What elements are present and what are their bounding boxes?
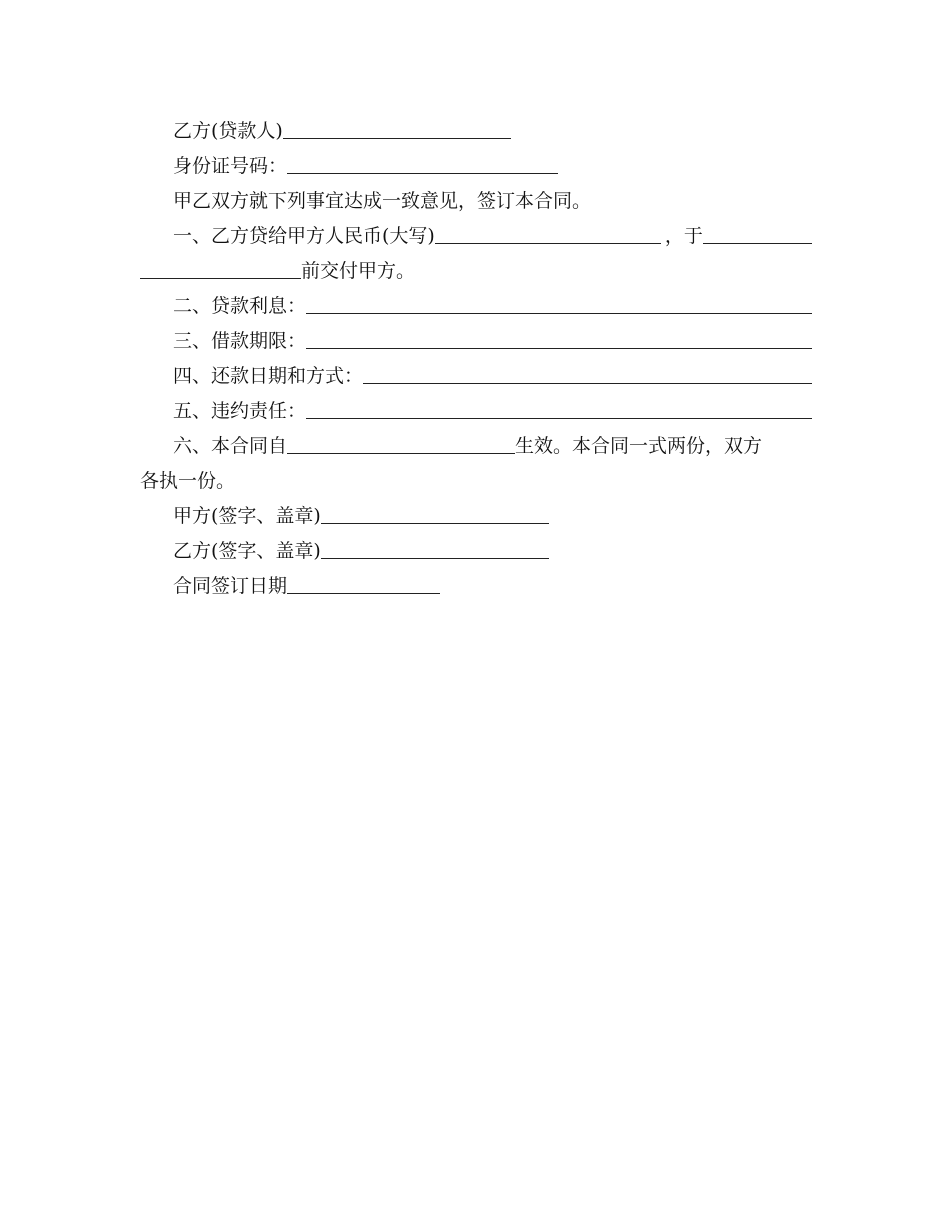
borrower-line <box>140 112 812 147</box>
clause-2-label: 二、贷款利息： <box>173 295 307 317</box>
clause-1-end-text: 前交付甲方。 <box>301 260 416 282</box>
clause-1-line <box>140 217 812 252</box>
repayment-blank[interactable] <box>363 382 812 384</box>
clause-6-effect-text: 生效。本合同一式两份，双方 <box>515 435 763 457</box>
agreement-text: 甲乙双方就下列事宜达成一致意见，签订本合同。 <box>173 190 592 212</box>
loan-amount-blank[interactable] <box>435 242 661 244</box>
clause-3-line <box>140 322 812 357</box>
sign-date-label: 合同签订日期 <box>173 575 288 597</box>
loan-term-blank[interactable] <box>306 347 812 349</box>
sign-date-line <box>140 567 812 602</box>
party-a-sign-blank[interactable] <box>321 522 549 524</box>
delivery-date-blank-a[interactable] <box>703 242 812 244</box>
clause-3-label: 三、借款期限： <box>173 330 307 352</box>
party-b-sign-line <box>140 532 812 567</box>
id-number-label: 身份证号码： <box>173 155 288 177</box>
party-b-sign-label: 乙方(签字、盖章) <box>173 540 321 562</box>
agreement-line <box>140 182 812 217</box>
borrower-blank[interactable] <box>283 137 511 139</box>
clause-6-text: 六、本合同自 <box>173 435 288 457</box>
id-number-blank[interactable] <box>287 172 558 174</box>
party-a-sign-label: 甲方(签字、盖章) <box>173 505 321 527</box>
party-a-sign-line <box>140 497 812 532</box>
clause-4-label: 四、还款日期和方式： <box>173 365 364 387</box>
clause-5-line <box>140 392 812 427</box>
clause-6-line <box>140 427 812 462</box>
liability-blank[interactable] <box>306 417 812 419</box>
clause-5-label: 五、违约责任： <box>173 400 307 422</box>
clause-1-comma-text: ，于 <box>664 225 703 247</box>
clause-6-cont-line <box>140 462 812 497</box>
party-b-sign-blank[interactable] <box>321 557 549 559</box>
clause-1-text: 一、乙方贷给甲方人民币(大写) <box>173 225 435 247</box>
effective-date-blank[interactable] <box>287 452 515 454</box>
clause-2-line <box>140 287 812 322</box>
interest-blank[interactable] <box>306 312 812 314</box>
delivery-date-blank-b[interactable] <box>140 277 301 279</box>
sign-date-blank[interactable] <box>287 592 440 594</box>
clause-6-end-text: 各执一份。 <box>140 470 236 492</box>
clause-1-cont-line <box>140 252 812 287</box>
id-number-line <box>140 147 812 182</box>
borrower-label: 乙方(贷款人) <box>173 120 283 142</box>
clause-4-line <box>140 357 812 392</box>
